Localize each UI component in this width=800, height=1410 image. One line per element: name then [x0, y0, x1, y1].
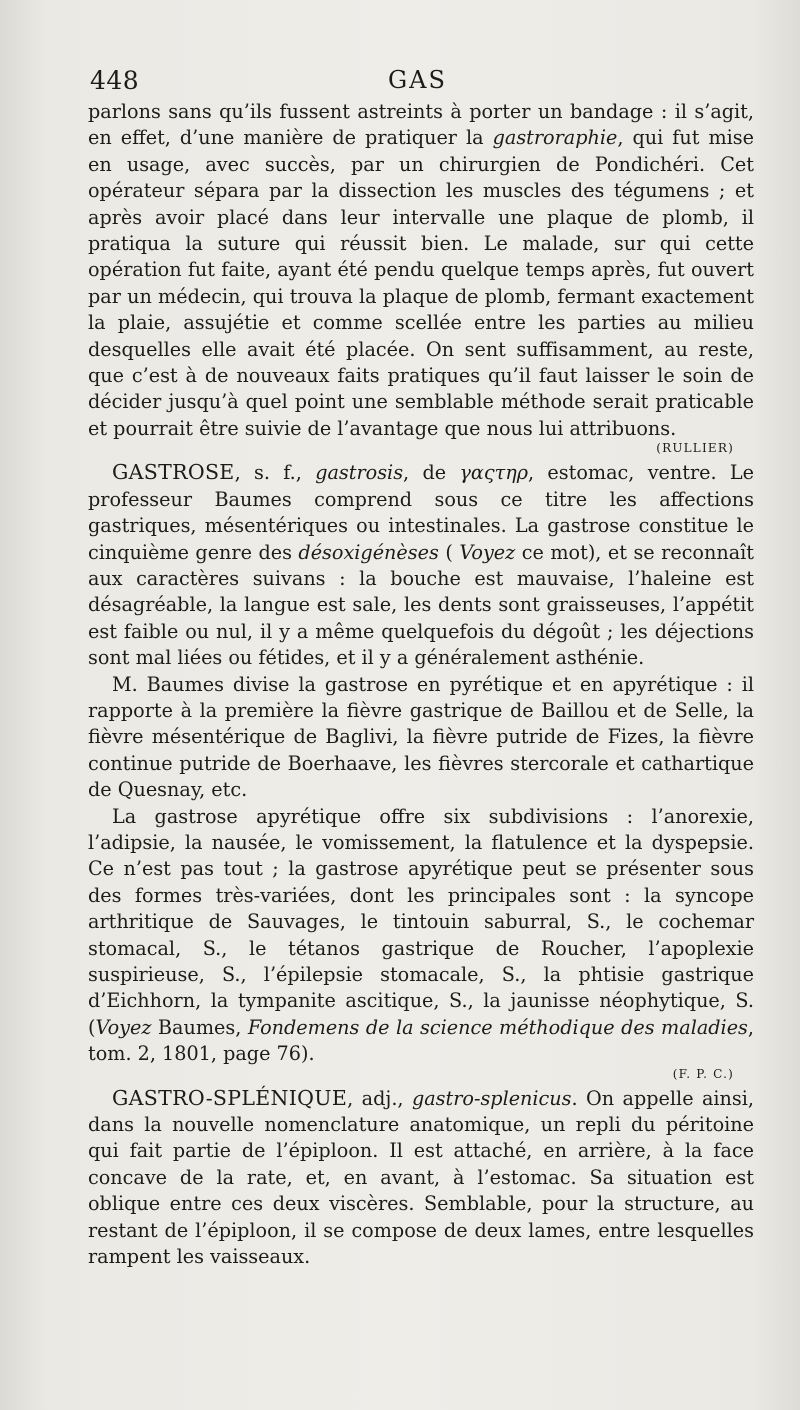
text-run: La gastrose apyrétique offre six subdivisions : l’anorexie, l’adipsie, la nausée, le vomissement, la flatulence et la dyspepsie. Ce n’est pas tout ; la gastrose apyrétique peut se présenter sous des formes très-variées, dont les principales sont : la syncope arthritique de Sauvages, le tintouin saburral, S., le cochemar stomacal, S., le tétanos gastrique de Roucher, l’apoplexie suspirieuse, S., l’épilepsie stomacale, S., la phtisie gastrique d’Eichhorn, la tympanite ascitique, S., la jaunisse néophytique, S. (: [88, 804, 754, 1039]
paragraph-gastrose-pyretique: M. Baumes divise la gastrose en pyrétique et en apyrétique : il rapporte à la première la fièvre gastrique de Baillou et de Selle, la fièvre mésentérique de Baglivi, la fièvre putride de Fizes, la fièvre continue putride de Boerhaave, les fièvres stercorale et cathartique de Quesnay, etc.: [88, 672, 754, 802]
text-run: , qui fut mise en usage, avec succès, par un chirurgien de Pondichéri. Cet opérateur sépara par la dissection les muscles des tégumens ; et après avoir placé dans leur intervalle une plaque de plomb, il pratiqua la suture qui réussit bien. Le malade, sur qui cette opération fut faite, ayant été pendu quelque temps après, fut ouvert par un médecin, qui trouva la plaque de plomb, fermant exactement la plaie, assujétie et comme scellée entre les parties au milieu desquelles elle avait été placée. On sent suffisamment, au reste, que c’est à de nouveaux faits pratiques qu’il faut laisser le soin de décider jusqu’à quel point une semblable méthode serait praticable et pourrait être suivie de l’avantage que nous lui attribuons.: [88, 126, 754, 440]
author-signature-fpc: (F. P. C.): [672, 1066, 734, 1081]
text-run: , tom. 2, 1801, page 76).: [88, 1015, 754, 1066]
paragraph-gastroraphie-continued: [88, 99, 754, 442]
latin-term: gastro-splenicus: [411, 1086, 572, 1110]
text-run: , s. f.,: [234, 461, 316, 485]
entry-gastrose: [88, 459, 754, 671]
entry-gastro-splenique: [88, 1085, 754, 1271]
italic-term: Voyez: [459, 540, 516, 564]
text-run: , adj.,: [347, 1086, 412, 1110]
greek-term: γαςτηρ: [459, 461, 528, 485]
running-head: GAS: [388, 66, 447, 94]
headword-gastrose: GASTROSE: [112, 460, 235, 485]
headword-gastro-splenique: GASTRO-SPLÉNIQUE: [112, 1085, 348, 1110]
text-run: , estomac, ventre. Le professeur Baumes comprend sous ce titre les affections gastriques, mésentériques ou intestinales. La gastrose constitue le cinquième genre des: [88, 461, 755, 564]
italic-title: Fondemens de la science méthodique des maladies: [247, 1015, 748, 1039]
italic-term: gastroraphie: [492, 126, 618, 150]
paragraph-gastrose-apyretique: [88, 804, 754, 1068]
italic-term: désoxigénèses: [298, 540, 439, 564]
text-run: , de: [403, 461, 460, 485]
author-signature-rullier: (RULLIER): [656, 441, 734, 456]
text-run: parlons sans qu’ils fussent astreints à porter un bandage : il s’agit, en effet, d’une manière de pratiquer la: [88, 100, 754, 150]
page-header: [90, 64, 750, 100]
text-run: ce mot), et se reconnaît aux caractères suivans : la bouche est mauvaise, l’haleine est désagréable, la langue est sale, les dents sont graisseuses, l’appétit est faible ou nul, il y a même quelquefois du dégoût ; les déjections sont mal liées ou fétides, et il y a généralement asthénie.: [88, 540, 754, 670]
latin-term: gastrosis: [315, 461, 404, 485]
text-run: Baumes,: [151, 1015, 248, 1039]
italic-term: Voyez: [95, 1015, 152, 1039]
page-number: 448: [90, 66, 140, 95]
page-body: [88, 99, 754, 1270]
text-run: (: [438, 540, 460, 564]
text-run: . On appelle ainsi, dans la nouvelle nomenclature anatomique, un repli du péritoine qui fait partie de l’épiploon. Il est attaché, en arrière, à la face concave de la rate, et, en avant, à l’estomac. Sa situation est oblique entre ces deux viscères. Semblable, pour la structure, au restant de l’épiploon, il se compose de deux lames, entre lesquelles rampent les vaisseaux.: [88, 1086, 754, 1269]
